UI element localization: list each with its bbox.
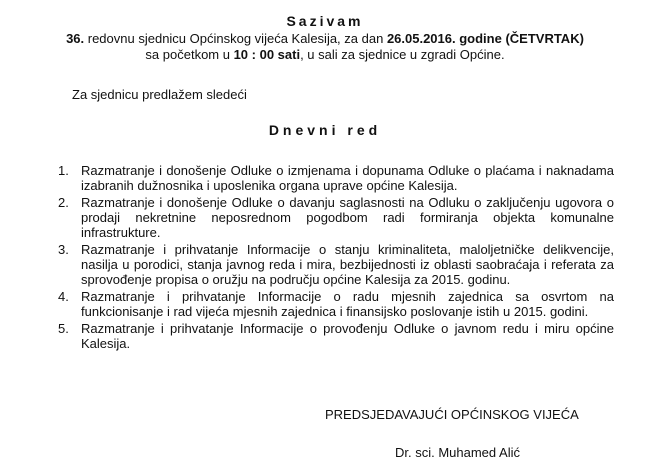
agenda-list bbox=[58, 163, 614, 353]
agenda-item bbox=[58, 242, 614, 287]
session-date: 26.05.2016. godine (ČETVRTAK) bbox=[386, 31, 584, 46]
agenda-item-number: 2. bbox=[58, 195, 69, 210]
intro-text-2-suffix: , u sali za sjednice u zgradi Općine. bbox=[300, 47, 505, 62]
agenda-item bbox=[58, 321, 614, 351]
agenda-item-text: Razmatranje i prihvatanje Informacije o radu mjesnih zajednica sa osvrtom na funkcionisanje i rad vijeća mjesnih zajednica i finansijsko poslovanje istih u 2015. godini. bbox=[81, 289, 614, 319]
signature-name: Dr. sci. Muhamed Alić bbox=[395, 445, 520, 460]
agenda-item-number: 3. bbox=[58, 242, 69, 257]
agenda-title: Dnevni red bbox=[268, 122, 382, 138]
agenda-item-text: Razmatranje i prihvatanje Informacije o provođenju Odluke o javnom redu i miru općine Kalesija. bbox=[81, 321, 614, 351]
agenda-item bbox=[58, 289, 614, 319]
agenda-item-number: 1. bbox=[58, 163, 69, 178]
session-number: 36. bbox=[66, 31, 85, 46]
agenda-item bbox=[58, 195, 614, 240]
agenda-item-number: 4. bbox=[58, 289, 69, 304]
agenda-item bbox=[58, 163, 614, 193]
signature-title: PREDSJEDAVAJUĆI OPĆINSKOG VIJEĆA bbox=[325, 407, 579, 422]
agenda-item-text: Razmatranje i prihvatanje Informacije o stanju kriminaliteta, maloljetničke delikvencije, nasilja u porodici, stanja javnog reda i mira, bezbijednosti iz oblasti saobraćaja i referata za sprovođenje propisa o oružju na području općine Kalesija za 2015. godinu. bbox=[81, 242, 614, 287]
document-title: Sazivam bbox=[286, 13, 364, 29]
agenda-item-text: Razmatranje i donošenje Odluke o izmjenama i dopunama Odluke o plaćama i naknadama izabranih dužnosnika i uposlenika organa uprave općine Kalesija. bbox=[81, 163, 614, 193]
intro-line-1 bbox=[0, 31, 650, 46]
intro-text-2-prefix: sa početkom u bbox=[145, 47, 234, 62]
intro-line-2 bbox=[0, 47, 650, 62]
intro-text-1: redovnu sjednicu Općinskog vijeća Kalesija, za dan bbox=[84, 31, 387, 46]
agenda-item-text: Razmatranje i donošenje Odluke o davanju saglasnosti na Odluku o zaključenju ugovora o prodaji nekretnine neposrednom pogodbom radi formiranja objekta komunalne infrastrukture. bbox=[81, 195, 614, 240]
proposal-text: Za sjednicu predlažem sledeći bbox=[72, 87, 247, 102]
session-time: 10 : 00 sati bbox=[233, 47, 301, 62]
agenda-item-number: 5. bbox=[58, 321, 69, 336]
